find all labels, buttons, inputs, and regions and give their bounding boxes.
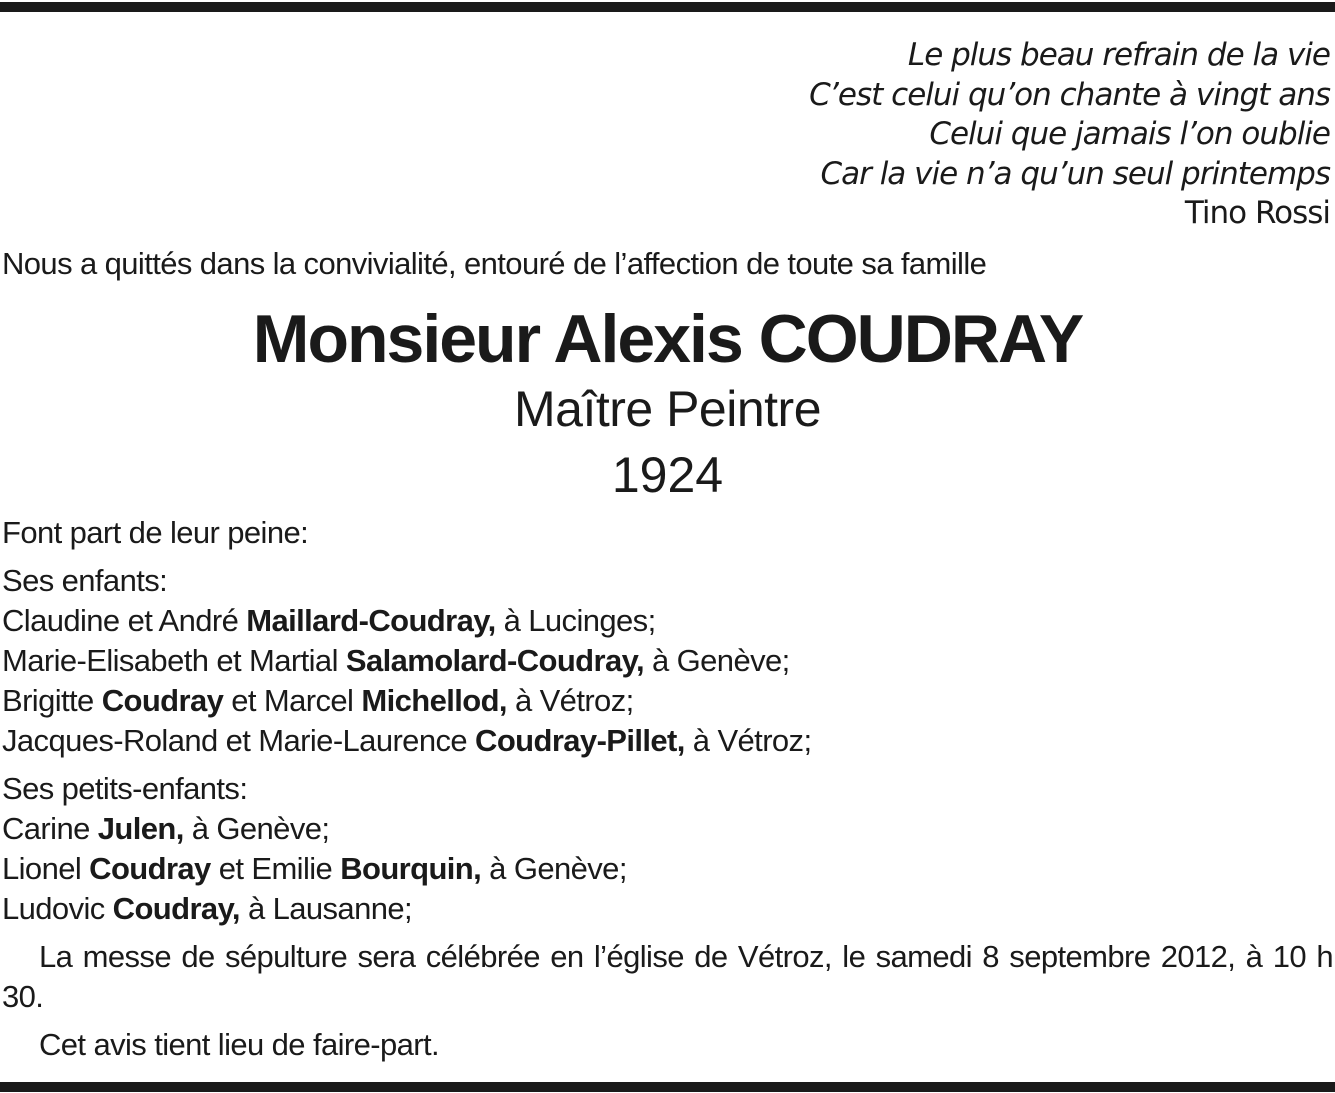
- bottom-rule: [0, 1082, 1335, 1092]
- entry-text: et Emilie: [210, 851, 341, 886]
- list-item: [2, 721, 1333, 761]
- entry-text: Marie-Elisabeth et Martial: [2, 643, 346, 678]
- mass-notice: La messe de sépulture sera célébrée en l’église de Vétroz, le samedi 8 septembre 2012, à 10 h 30.: [2, 939, 1333, 1014]
- list-item: [2, 681, 1333, 721]
- poem-author: Tino Rossi: [1184, 195, 1330, 231]
- children-heading: Ses enfants:: [2, 563, 168, 598]
- family-name: Michellod,: [361, 683, 507, 718]
- poem-line: Car la vie n’a qu’un seul printemps: [820, 155, 1330, 192]
- entry-text: et Marcel: [223, 683, 362, 718]
- list-item: [2, 889, 1333, 929]
- closing-note: Cet avis tient lieu de faire-part.: [39, 1027, 440, 1062]
- deceased-year: 1924: [611, 447, 724, 503]
- list-item: [2, 601, 1333, 641]
- top-rule: [0, 2, 1335, 12]
- entry-text: à Genève;: [643, 643, 790, 678]
- entry-text: à Genève;: [481, 851, 627, 886]
- entry-text: à Genève;: [183, 811, 330, 846]
- grandchildren-heading: Ses petits-enfants:: [2, 771, 248, 806]
- list-item: [2, 641, 1333, 681]
- entry-text: Brigitte: [2, 683, 102, 718]
- deceased-name: Monsieur Alexis COUDRAY: [252, 301, 1083, 377]
- entry-text: Ludovic: [2, 891, 113, 926]
- family-name: Coudray-Pillet,: [475, 723, 685, 758]
- poem-line: C’est celui qu’on chante à vingt ans: [809, 76, 1330, 113]
- entry-text: à Vétroz;: [506, 683, 634, 718]
- entry-text: Carine: [2, 811, 98, 846]
- epigraph-poem: [809, 36, 1330, 234]
- mourners-intro: Font part de leur peine:: [2, 515, 309, 550]
- family-name: Salamolard-Coudray,: [345, 643, 644, 678]
- deceased-title: Maître Peintre: [513, 381, 821, 437]
- family-name: Bourquin,: [340, 851, 482, 886]
- family-name: Coudray,: [112, 891, 240, 926]
- entry-text: Claudine et André: [2, 603, 247, 638]
- poem-line: Celui que jamais l’on oublie: [929, 116, 1330, 152]
- family-name: Maillard-Coudray,: [246, 603, 496, 638]
- entry-text: à Lausanne;: [239, 891, 413, 926]
- entry-text: à Lucinges;: [495, 603, 656, 638]
- intro-text: Nous a quittés dans la convivialité, entouré de l’affection de toute sa famille: [2, 246, 987, 281]
- list-item: [2, 849, 1333, 889]
- family-name: Julen,: [97, 811, 184, 846]
- entry-text: à Vétroz;: [684, 723, 812, 758]
- entry-text: Lionel: [2, 851, 90, 886]
- poem-line: Le plus beau refrain de la vie: [907, 37, 1330, 73]
- family-name: Coudray: [89, 851, 211, 886]
- entry-text: Jacques-Roland et Marie-Laurence: [2, 723, 476, 758]
- family-name: Coudray: [101, 683, 224, 718]
- notice-body: [2, 513, 1333, 1065]
- list-item: [2, 809, 1333, 849]
